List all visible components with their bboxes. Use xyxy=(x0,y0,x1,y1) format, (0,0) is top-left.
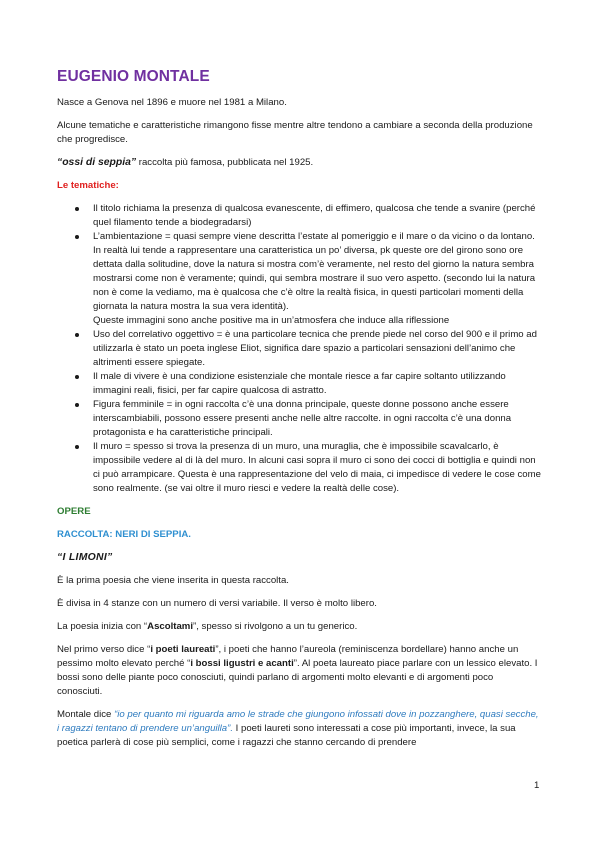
raccolta-heading: RACCOLTA: NERI DI SEPPIA. xyxy=(57,529,191,540)
poem-quote: “io per quanto mi riguarda amo le strade che giungono infossati dove in pozzanghere, quasi secche, i ragazzi tentano di prendere un’anguilla”. xyxy=(57,709,539,734)
bullet-icon xyxy=(75,375,79,379)
limoni-paragraph-4: Nel primo verso dice “i poeti laureati”, i poeti che hanno l’aureola (reminiscenza bordellare) hanno anche un pessimo molto elevato perché “i bossi ligustri e acanti”. Al poeta laureato piace parlare con un lessico elevato. I bossi sono delle piante poco conosciuti, quindi parlano di argomenti molto elevanti e di argomenti poco conosciuti. xyxy=(57,644,538,697)
list-item: Il titolo richiama la presenza di qualcosa evanescente, di effimero, qualcosa che tende a svanire (perché quel filamento tende a biodegradarsi) xyxy=(57,202,541,230)
page-number: 1 xyxy=(534,780,540,791)
limoni-heading: “I LIMONI” xyxy=(57,552,113,563)
ossi-rest: raccolta più famosa, pubblicata nel 1925. xyxy=(136,157,314,168)
list-item: Il male di vivere è una condizione esistenziale che montale riesce a far capire soltanto utilizzando immagini reali, fisici, per far capire qualcosa di astratto. xyxy=(57,370,541,398)
bullet-icon xyxy=(75,445,79,449)
list-item: L’ambientazione = quasi sempre viene descritta l’estate al pomeriggio e il mare o da vicino o da lontano. In realtà lui tende a rappresentare una caratteristica un po’ diversa, pk queste ore del girono sono ore dettata dalla solitudine, dove la natura si mostra com’è veramente, nel resto del giorno la natura sembra mostrarsi come non è veramente; quindi, qui sembra mostrare il suo vero aspetto. (secondo lui la natura non è come la vediamo, ma è qualcosa che c’è oltre la realtà fisica, in questi particolari momenti della giornata la natura mostra la sua vera identità). Queste immagini sono anche positive ma in un’atmosfera che induce alla riflessione xyxy=(57,230,541,328)
opere-heading: OPERE xyxy=(57,506,91,517)
list-item: Figura femminile = in ogni raccolta c’è una donna principale, queste donne possono anche essere interscambiabili, possono essere presenti anche nelle altre raccolte. in ogni raccolta c’è una donna protagonista e ha caratteristiche principali. xyxy=(57,398,541,440)
tematiche-heading: Le tematiche: xyxy=(57,180,119,191)
limoni-paragraph-3: La poesia inizia con “Ascoltami”, spesso si rivolgono a un tu generico. xyxy=(57,621,358,632)
bullet-icon xyxy=(75,207,79,211)
page-title: EUGENIO MONTALE xyxy=(57,68,210,85)
limoni-paragraph-1: È la prima poesia che viene inserita in questa raccolta. xyxy=(57,575,289,586)
list-item: Il muro = spesso si trova la presenza di un muro, una muraglia, che è impossibile scavalcarlo, è impossibile vedere al di là del muro. In alcuni casi sopra il muro ci sono dei cocci di bottiglia e quindi non ci può arrampicare. Questa è una rappresentazione del velo di maia, ci impedisce di vedere le cose come sono realmente. (se vai oltre il muro riesci e vedere la realtà delle cose). xyxy=(57,440,541,496)
limoni-paragraph-5: Montale dice “io per quanto mi riguarda amo le strade che giungono infossati dove in pozzanghere, quasi secche, i ragazzi tentano di prendere un’anguilla”. I poeti laureti sono interessati a cose più importanti, invece, la sua poetica parlerà di cose più semplici, come i ragazzi che stanno cercando di prendere xyxy=(57,709,539,748)
intro-paragraph-1: Nasce a Genova nel 1896 e muore nel 1981 a Milano. xyxy=(57,97,287,108)
intro-paragraph-2: Alcune tematiche e caratteristiche rimangono fisse mentre altre tendono a cambiare a seconda della produzione che progredisce. xyxy=(57,120,533,145)
bullet-icon xyxy=(75,333,79,337)
limoni-paragraph-2: È divisa in 4 stanze con un numero di versi variabile. Il verso è molto libero. xyxy=(57,598,377,609)
bullet-icon xyxy=(75,235,79,239)
list-item: Uso del correlativo oggettivo = è una particolare tecnica che prende piede nel corso del 900 e il primo ad utilizzarla è stato un poeta inglese Eliot, significa dare spazio a particolari sensazioni dell’animo che altrimenti essere spiegate. xyxy=(57,328,541,370)
ossi-paragraph xyxy=(57,156,541,170)
tematiche-list xyxy=(57,202,541,496)
ossi-title: “ossi di seppia” xyxy=(57,157,137,168)
document-page xyxy=(57,68,541,759)
bullet-icon xyxy=(75,403,79,407)
